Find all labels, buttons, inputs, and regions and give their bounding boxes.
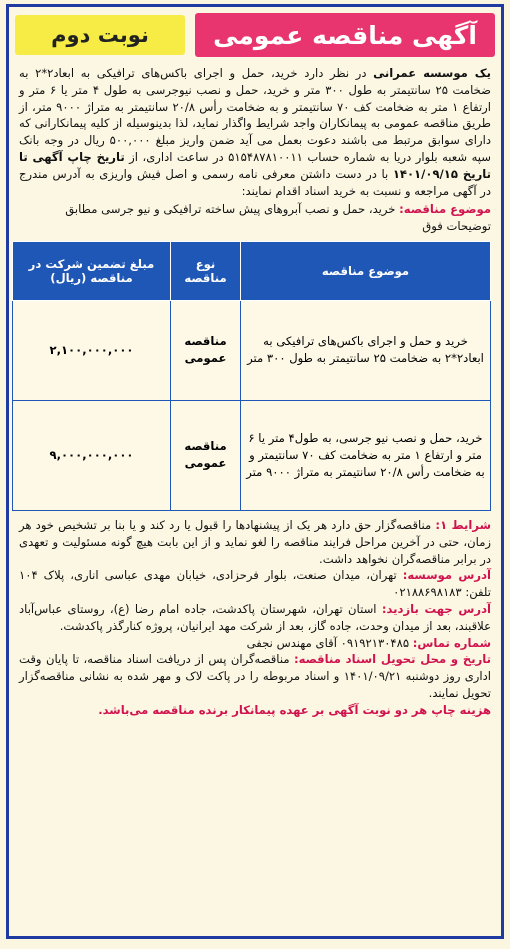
visit-address-text: استان تهران، شهرستان پاکدشت، جاده امام رضا (ع)، روستای عباس‌آباد علاقبند، بعد از میدان وحدت، جاده گاز، بعد از شرکت مهد ایرانیان، پروژه کنارگذر پاکدشت. bbox=[19, 601, 491, 633]
intro-text-after: با در دست داشتن معرفی نامه رسمی و اصل فیش واریزی به آدرس مندرج در آگهی مراجعه و نسبت به خرید اسناد اقدام نمایند: bbox=[19, 166, 491, 198]
tender-table bbox=[12, 241, 491, 511]
intro-paragraph bbox=[9, 65, 501, 199]
delivery-text: مناقصه‌گران پس از دریافت اسناد مناقصه، تا پایان وقت اداری روز دوشنبه ۱۴۰۱/۰۹/۲۱ و اسناد مربوطه را در پاکت لاک و مهر شده به نشانی مناقصه‌گزار تحویل نمایند. bbox=[19, 652, 491, 700]
delivery-label: تاریخ و محل تحویل اسناد مناقصه: bbox=[293, 652, 491, 667]
header-type: نوع مناقصه bbox=[171, 241, 241, 300]
contact-number bbox=[9, 635, 501, 652]
footer-note: هزینه چاپ هر دو نوبت آگهی بر عهده پیمانکار برنده مناقصه می‌باشد. bbox=[98, 702, 491, 717]
visit-address bbox=[9, 601, 501, 635]
row-amount: ۲,۱۰۰,۰۰۰,۰۰۰ bbox=[13, 300, 171, 400]
header bbox=[9, 7, 501, 65]
header-guarantee: مبلغ تضمین شرکت در مناقصه (ریال) bbox=[13, 241, 171, 300]
contact-text: ۰۹۱۹۲۱۳۰۴۸۵ آقای مهندس نجفی bbox=[246, 635, 413, 650]
row-description: خرید و حمل و اجرای باکس‌های ترافیکی به ابعاد۲*۲ به ضخامت ۲۵ سانتیمتر به طول ۳۰۰ متر bbox=[241, 300, 491, 400]
organization-address bbox=[9, 567, 501, 601]
conditions-label: شرایط ۱: bbox=[435, 517, 491, 532]
notice-title: آگهی مناقصه عمومی bbox=[195, 13, 495, 57]
organization-name: یک موسسه عمرانی bbox=[373, 66, 491, 80]
table-header-row bbox=[13, 241, 491, 300]
table-row bbox=[13, 300, 491, 400]
conditions bbox=[9, 517, 501, 567]
tender-notice bbox=[6, 4, 504, 939]
tender-subject bbox=[9, 199, 501, 237]
row-amount: ۹,۰۰۰,۰۰۰,۰۰۰ bbox=[13, 400, 171, 510]
org-address-text: تهران، میدان صنعت، بلوار فرحزادی، خیابان مهدی عباسی اناری، پلاک ۱۰۴ تلفن: ۰۲۱۸۸۶۹۸۱۸۳ bbox=[19, 568, 491, 600]
date-range: تاریخ چاپ آگهی تا تاریخ ۱۴۰۱/۰۹/۱۵ bbox=[19, 149, 491, 181]
visit-address-label: آدرس جهت بازدید: bbox=[381, 601, 491, 616]
subject-text: خرید، حمل و نصب آبروهای پیش ساخته ترافیکی و نیو جرسی مطابق توضیحات فوق bbox=[65, 202, 491, 234]
delivery-info bbox=[9, 651, 501, 701]
org-address-label: آدرس موسسه: bbox=[402, 568, 491, 583]
row-description: خرید، حمل و نصب نیو جرسی، به طول۴ متر یا ۶ متر و ارتفاع ۱ متر به ضخامت کف ۷۰ سانتیمتر و به ضخامت رأس ۲۰/۸ سانتیمتر به متراژ ۹۰۰۰ متر bbox=[241, 400, 491, 510]
table-row bbox=[13, 400, 491, 510]
intro-text: در نظر دارد خرید، حمل و اجرای باکس‌های ترافیکی به ابعاد۲*۲ به ضخامت ۲۵ سانتیمتر به طول ۳۰۰ متر و خرید، حمل و نصب نیوجرسی به طول ۴ متر یا ۶ متر و ارتفاع ۱ متر به ضخامت کف ۷۰ سانتیمتر و به ضخامت رأس ۲۰/۸ سانتیمتر به متراژ ۹۰۰۰ متر، از طریق مناقصه عمومی به پیمانکاران واجد شرایط واگذار نماید، لذا بدینوسیله از کلیه پیمانکارانی که دارای سوابق مرتبط می باشند دعوت بعمل می آید ضمن واریز مبلغ ۵۰۰,۰۰۰ ریال در وجه بانک سپه شعبه بلوار دریا به شماره حساب ۵۱۵۴۸۷۸۱۰۰۱۱ در ساعت اداری، از bbox=[19, 66, 492, 164]
contact-label: شماره تماس: bbox=[412, 635, 491, 650]
header-subject: موضوع مناقصه bbox=[241, 241, 491, 300]
row-type: مناقصه عمومی bbox=[171, 300, 241, 400]
conditions-text: مناقصه‌گزار حق دارد هر یک از پیشنهادها را قبول یا رد کند و یا بنا بر تشخیص خود هر زمان، حتی در آخرین مراحل فرایند مناقصه را لغو نماید و از این بابت هیچ گونه مسئولیت و تعهدی در برابر مناقصه‌گران نخواهد داشت. bbox=[19, 517, 491, 566]
row-type: مناقصه عمومی bbox=[171, 400, 241, 510]
subject-label: موضوع مناقصه: bbox=[399, 202, 491, 217]
edition-badge: نوبت دوم bbox=[15, 15, 185, 55]
